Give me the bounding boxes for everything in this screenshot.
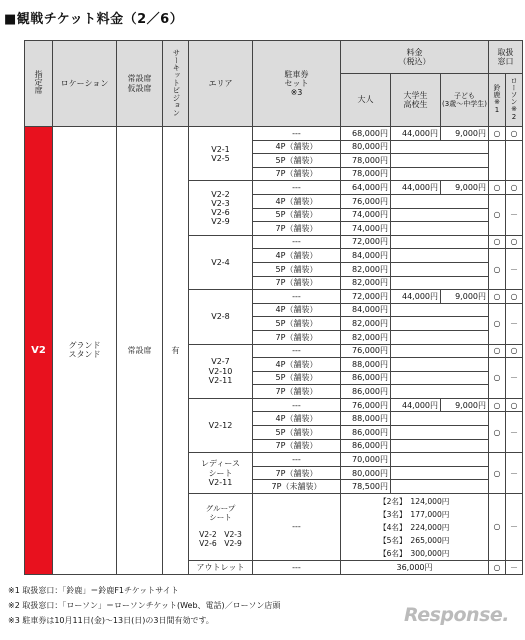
adult-price-cell: 86,000円 (341, 426, 391, 440)
empty-price-cell (391, 412, 489, 426)
parking-set-cell: --- (253, 235, 341, 249)
adult-price-cell: 82,000円 (341, 330, 391, 344)
child-price-cell: 9,000円 (441, 181, 489, 195)
footnote-1: ※1 取扱窓口：「鈴鹿」＝鈴鹿F1チケットサイト (8, 586, 179, 595)
header-adult: 大人 (341, 74, 391, 127)
parking-set-cell: 7P（舗装） (253, 466, 341, 480)
outlet-area-cell: アウトレット (189, 561, 253, 575)
parking-set-cell: 4P（舗装） (253, 249, 341, 263)
adult-price-cell: 76,000円 (341, 398, 391, 412)
lawson-availability: － (506, 303, 523, 344)
header-seat-type: 指定席 (25, 41, 53, 127)
adult-price-cell: 82,000円 (341, 276, 391, 290)
adult-price-cell: 80,000円 (341, 140, 391, 154)
empty-price-cell (391, 303, 489, 317)
seat-type-cell: V2 (25, 127, 53, 575)
header-price: 料金 （税込） (341, 41, 489, 74)
child-price-cell: 9,000円 (441, 290, 489, 304)
empty-price-cell (391, 140, 489, 154)
adult-price-cell: 84,000円 (341, 303, 391, 317)
lawson-availability: ○ (506, 127, 523, 141)
parking-set-cell: 4P（舗装） (253, 140, 341, 154)
table-row (25, 127, 523, 141)
parking-set-cell: --- (253, 181, 341, 195)
outlet-price-cell: 36,000円 (341, 561, 489, 575)
parking-set-cell: 5P（舗装） (253, 371, 341, 385)
adult-price-cell: 72,000円 (341, 290, 391, 304)
lawson-availability: ○ (506, 181, 523, 195)
suzuka-availability: ○ (489, 412, 506, 453)
header-parking-set: 駐車券 セット ※3 (253, 41, 341, 127)
empty-price-cell (391, 439, 489, 453)
header-area: エリア (189, 41, 253, 127)
adult-price-cell: 64,000円 (341, 181, 391, 195)
area-cell: レディース シート V2-11 (189, 453, 253, 494)
student-price-cell: 44,000円 (391, 181, 441, 195)
parking-set-cell: --- (253, 398, 341, 412)
header-vision: サーキットビジョン (163, 41, 189, 127)
group-parking-set-cell: --- (253, 494, 341, 561)
suzuka-availability: ○ (489, 181, 506, 195)
lawson-availability: ○ (506, 290, 523, 304)
area-cell: V2-4 (189, 235, 253, 289)
adult-price-cell: 78,000円 (341, 167, 391, 181)
adult-price-cell: 74,000円 (341, 208, 391, 222)
adult-price-cell: 78,500円 (341, 480, 391, 494)
parking-set-cell: --- (253, 127, 341, 141)
empty-price-cell (391, 453, 489, 467)
parking-set-cell: 4P（舗装） (253, 358, 341, 372)
empty-price-cell (391, 426, 489, 440)
parking-set-cell: 7P（舗装） (253, 276, 341, 290)
lawson-availability (506, 140, 523, 181)
header-suzuka: 鈴鹿※1 (489, 74, 506, 127)
adult-price-cell: 82,000円 (341, 317, 391, 331)
suzuka-availability: ○ (489, 303, 506, 344)
empty-price-cell (391, 208, 489, 222)
adult-price-cell: 68,000円 (341, 127, 391, 141)
parking-set-cell: --- (253, 344, 341, 358)
parking-set-cell: 7P（舗装） (253, 330, 341, 344)
student-price-cell: 44,000円 (391, 127, 441, 141)
header-student: 大学生 高校生 (391, 74, 441, 127)
outlet-parking-set-cell: --- (253, 561, 341, 575)
empty-price-cell (391, 385, 489, 399)
empty-price-cell (391, 371, 489, 385)
area-cell: V2-8 (189, 290, 253, 344)
adult-price-cell: 80,000円 (341, 466, 391, 480)
empty-price-cell (391, 344, 489, 358)
empty-price-cell (391, 154, 489, 168)
group-prices-cell: 【2名】 124,000円 【3名】 177,000円 【4名】 224,000円 【5名】 265,000円 【6名】 300,000円 (341, 494, 489, 561)
parking-set-cell: 5P（舗装） (253, 426, 341, 440)
group-suzuka-availability: ○ (489, 494, 506, 561)
parking-set-cell: 7P（舗装） (253, 385, 341, 399)
empty-price-cell (391, 262, 489, 276)
parking-set-cell: 4P（舗装） (253, 303, 341, 317)
seating-cell: 常設席 (117, 127, 163, 575)
footnote-2: ※2 取扱窓口：「ローソン」＝ローソンチケット(Web、電話)／ローソン店頭 (8, 601, 281, 610)
footnote-3: ※3 駐車券は10月11日(金)～13日(日)の3日間有効です。 (8, 616, 214, 625)
parking-set-cell: --- (253, 290, 341, 304)
suzuka-availability: ○ (489, 235, 506, 249)
parking-set-cell: 5P（舗装） (253, 208, 341, 222)
adult-price-cell: 86,000円 (341, 371, 391, 385)
student-price-cell: 44,000円 (391, 290, 441, 304)
parking-set-cell: 5P（舗装） (253, 154, 341, 168)
adult-price-cell: 76,000円 (341, 344, 391, 358)
page-title: ■観戦チケット料金（2／6） (4, 12, 184, 27)
parking-set-cell: 7P（舗装） (253, 222, 341, 236)
outlet-lawson-availability: － (506, 561, 523, 575)
header-child: 子ども (3歳～中学生) (441, 74, 489, 127)
area-cell: V2-7 V2-10 V2-11 (189, 344, 253, 398)
empty-price-cell (391, 330, 489, 344)
child-price-cell: 9,000円 (441, 398, 489, 412)
group-area-cell: グループ シート V2-2 V2-3 V2-6 V2-9 (189, 494, 253, 561)
child-price-cell: 9,000円 (441, 127, 489, 141)
adult-price-cell: 86,000円 (341, 385, 391, 399)
suzuka-availability: ○ (489, 290, 506, 304)
ticket-price-table (24, 40, 523, 575)
lawson-availability: － (506, 194, 523, 235)
lawson-availability: － (506, 249, 523, 290)
area-cell: V2-2 V2-3 V2-6 V2-9 (189, 181, 253, 235)
empty-price-cell (391, 249, 489, 263)
vision-cell: 有 (163, 127, 189, 575)
empty-price-cell (391, 358, 489, 372)
parking-set-cell: --- (253, 453, 341, 467)
adult-price-cell: 86,000円 (341, 439, 391, 453)
adult-price-cell: 78,000円 (341, 154, 391, 168)
empty-price-cell (391, 167, 489, 181)
empty-price-cell (391, 235, 489, 249)
parking-set-cell: 7P（未舗装） (253, 480, 341, 494)
parking-set-cell: 7P（舗装） (253, 167, 341, 181)
empty-price-cell (391, 194, 489, 208)
lawson-availability: － (506, 358, 523, 399)
header-seating: 常設席 仮設席 (117, 41, 163, 127)
adult-price-cell: 88,000円 (341, 358, 391, 372)
adult-price-cell: 74,000円 (341, 222, 391, 236)
outlet-suzuka-availability: ○ (489, 561, 506, 575)
area-cell: V2-1 V2-5 (189, 127, 253, 181)
suzuka-availability: ○ (489, 398, 506, 412)
adult-price-cell: 72,000円 (341, 235, 391, 249)
lawson-availability: ○ (506, 398, 523, 412)
empty-price-cell (391, 466, 489, 480)
lawson-availability: ○ (506, 344, 523, 358)
student-price-cell: 44,000円 (391, 398, 441, 412)
header-lawson: ローソン※2 (506, 74, 523, 127)
location-cell: グランド スタンド (53, 127, 117, 575)
adult-price-cell: 76,000円 (341, 194, 391, 208)
lawson-availability: － (506, 453, 523, 494)
parking-set-cell: 5P（舗装） (253, 262, 341, 276)
parking-set-cell: 4P（舗装） (253, 412, 341, 426)
lawson-availability: ○ (506, 235, 523, 249)
suzuka-availability: ○ (489, 344, 506, 358)
parking-set-cell: 4P（舗装） (253, 194, 341, 208)
empty-price-cell (391, 222, 489, 236)
empty-price-cell (391, 317, 489, 331)
header-counter: 取扱 窓口 (489, 41, 523, 74)
suzuka-availability: ○ (489, 358, 506, 399)
response-logo: Response. (404, 604, 509, 626)
group-lawson-availability: － (506, 494, 523, 561)
adult-price-cell: 70,000円 (341, 453, 391, 467)
parking-set-cell: 5P（舗装） (253, 317, 341, 331)
suzuka-availability: ○ (489, 194, 506, 235)
lawson-availability: － (506, 412, 523, 453)
parking-set-cell: 7P（舗装） (253, 439, 341, 453)
adult-price-cell: 82,000円 (341, 262, 391, 276)
empty-price-cell (391, 480, 489, 494)
suzuka-availability: ○ (489, 249, 506, 290)
empty-price-cell (391, 276, 489, 290)
adult-price-cell: 84,000円 (341, 249, 391, 263)
area-cell: V2-12 (189, 398, 253, 452)
adult-price-cell: 88,000円 (341, 412, 391, 426)
suzuka-availability: ○ (489, 453, 506, 494)
header-location: ロケーション (53, 41, 117, 127)
suzuka-availability (489, 140, 506, 181)
suzuka-availability: ○ (489, 127, 506, 141)
